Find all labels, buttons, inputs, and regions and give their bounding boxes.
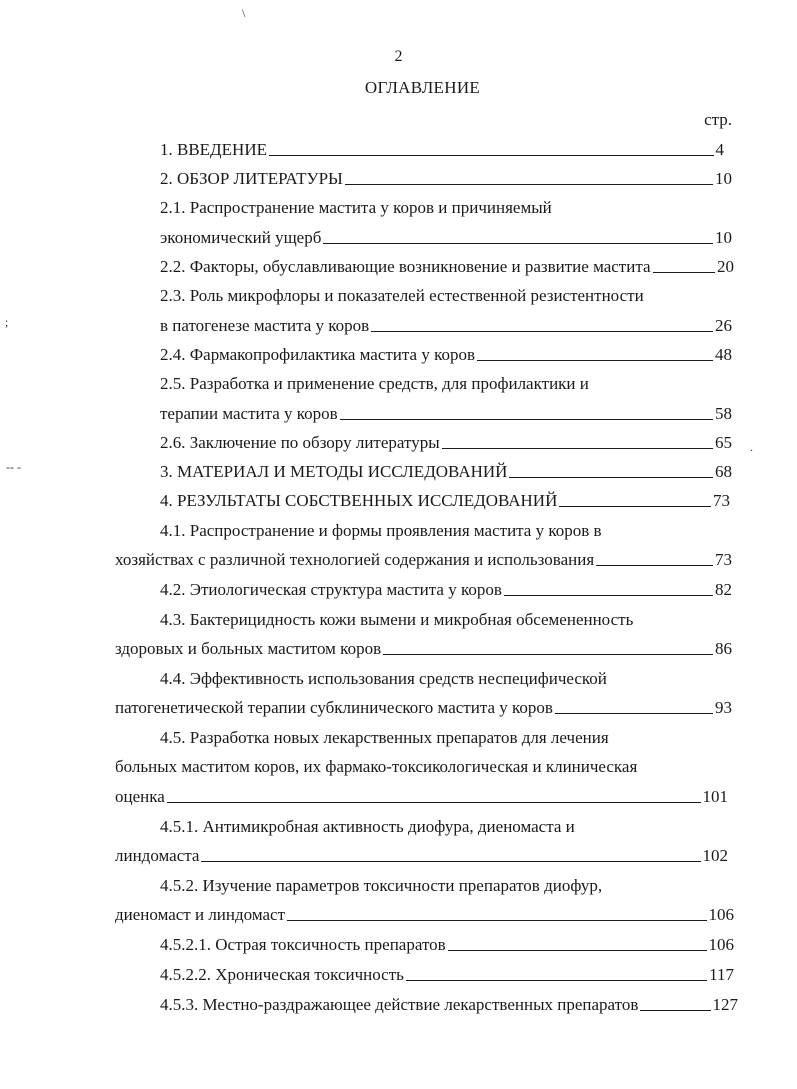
toc-entry[interactable] bbox=[160, 343, 732, 365]
toc-leader bbox=[383, 653, 713, 655]
toc-entry-page: 106 bbox=[708, 905, 734, 924]
scan-mark-left-b: -- - bbox=[6, 460, 21, 474]
scan-mark-right: . bbox=[750, 440, 753, 454]
toc-leader bbox=[477, 359, 713, 361]
scan-mark-left-a: ; bbox=[5, 315, 9, 329]
toc-entry[interactable] bbox=[115, 785, 728, 807]
toc-leader bbox=[448, 949, 707, 951]
toc-leader bbox=[504, 594, 713, 596]
toc-entry-page: 20 bbox=[717, 257, 734, 276]
toc-entry-page: 26 bbox=[715, 316, 732, 335]
toc-entry[interactable] bbox=[160, 963, 734, 985]
toc-entry-text: патогенетической терапии субклинического мастита у коров bbox=[115, 698, 553, 717]
toc-entry-text-line: 2.3. Роль микрофлоры и показателей естественной резистентности bbox=[160, 286, 644, 305]
page-column-label: стр. bbox=[704, 110, 732, 129]
toc-entry-page: 10 bbox=[715, 169, 732, 188]
toc-entry-page: 93 bbox=[715, 698, 732, 717]
toc-entry-text: хозяйствах с различной технологией содержания и использования bbox=[115, 550, 595, 569]
toc-entry-text-line: 4.3. Бактерицидность кожи вымени и микробная обсемененность bbox=[160, 610, 634, 629]
toc-entry[interactable] bbox=[115, 548, 732, 570]
toc-entry-text-line: 4.5.2. Изучение параметров токсичности препаратов диофур, bbox=[160, 876, 603, 895]
toc-leader bbox=[345, 183, 713, 185]
toc-entry[interactable] bbox=[160, 138, 724, 160]
toc-entry[interactable] bbox=[160, 402, 732, 424]
toc-entry-text-line: 4.5. Разработка новых лекарственных препаратов для лечения bbox=[160, 728, 609, 747]
toc-leader bbox=[653, 271, 715, 273]
page-title: ОГЛАВЛЕНИЕ bbox=[364, 78, 481, 97]
toc-leader bbox=[323, 242, 713, 244]
toc-entry-page: 65 bbox=[715, 433, 732, 452]
toc-entry[interactable] bbox=[160, 255, 734, 277]
toc-entry[interactable] bbox=[115, 637, 732, 659]
toc-leader bbox=[406, 979, 707, 981]
toc-leader bbox=[287, 919, 707, 921]
toc-entry-text: 2. ОБЗОР ЛИТЕРАТУРЫ bbox=[160, 169, 343, 188]
toc-entry-text: терапии мастита у коров bbox=[160, 404, 338, 423]
toc-entry-page: 86 bbox=[715, 639, 732, 658]
toc-leader bbox=[559, 505, 711, 507]
toc-leader bbox=[167, 801, 701, 803]
toc-entry-text: 2.6. Заключение по обзору литературы bbox=[160, 433, 440, 452]
toc-entry[interactable] bbox=[160, 431, 732, 453]
toc-entry-text: диеномаст и линдомаст bbox=[115, 905, 285, 924]
toc-leader bbox=[596, 564, 713, 566]
toc-entry-page: 102 bbox=[702, 846, 728, 865]
toc-entry-text: линдомаста bbox=[115, 846, 200, 865]
toc-leader bbox=[340, 418, 713, 420]
toc-entry-page: 68 bbox=[715, 462, 732, 481]
toc-entry-text: 2.4. Фармакопрофилактика мастита у коров bbox=[160, 345, 476, 364]
toc-entry-text: здоровых и больных маститом коров bbox=[115, 639, 382, 658]
toc-leader bbox=[555, 712, 713, 714]
toc-entry-page: 127 bbox=[712, 995, 738, 1014]
toc-entry[interactable] bbox=[160, 933, 734, 955]
toc-leader bbox=[201, 860, 700, 862]
toc-entry[interactable] bbox=[115, 696, 732, 718]
toc-leader bbox=[640, 1009, 710, 1011]
toc-entry-page: 4 bbox=[715, 140, 724, 159]
toc-entry-text-line: 4.4. Эффективность использования средств неспецифической bbox=[160, 669, 607, 688]
toc-entry-text: 4.5.3. Местно-раздражающее действие лекарственных препаратов bbox=[160, 995, 639, 1014]
toc-entry-page: 101 bbox=[702, 787, 728, 806]
toc-entry-text: 4.5.2.2. Хроническая токсичность bbox=[160, 965, 404, 984]
toc-entry-page: 106 bbox=[708, 935, 734, 954]
toc-entry-text: 4.2. Этиологическая структура мастита у коров bbox=[160, 580, 502, 599]
toc-entry-text: в патогенезе мастита у коров bbox=[160, 316, 370, 335]
toc-entry-page: 117 bbox=[709, 965, 734, 984]
toc-entry-text: 2.2. Факторы, обуславливающие возникновение и развитие мастита bbox=[160, 257, 651, 276]
page-number: 2 bbox=[394, 48, 403, 65]
toc-entry-text-line: 4.1. Распространение и формы проявления мастита у коров в bbox=[160, 521, 602, 540]
toc-entry[interactable] bbox=[160, 460, 732, 482]
toc-entry-page: 58 bbox=[715, 404, 732, 423]
scan-mark-top: \ bbox=[242, 6, 246, 20]
toc-entry-text: оценка bbox=[115, 787, 165, 806]
toc-entry[interactable] bbox=[160, 578, 732, 600]
toc-entry[interactable] bbox=[115, 903, 734, 925]
toc-entry-text: 3. МАТЕРИАЛ И МЕТОДЫ ИССЛЕДОВАНИЙ bbox=[160, 462, 508, 481]
toc-entry[interactable] bbox=[115, 844, 728, 866]
toc-entry-page: 73 bbox=[715, 550, 732, 569]
toc-entry[interactable] bbox=[160, 167, 732, 189]
toc-entry[interactable] bbox=[160, 314, 732, 336]
toc-entry-page: 48 bbox=[715, 345, 732, 364]
toc-entry-text: экономический ущерб bbox=[160, 228, 322, 247]
toc-leader bbox=[371, 330, 713, 332]
toc-entry-page: 10 bbox=[715, 228, 732, 247]
toc-entry-text: 4. РЕЗУЛЬТАТЫ СОБСТВЕННЫХ ИССЛЕДОВАНИЙ bbox=[160, 491, 558, 510]
toc-leader bbox=[442, 447, 713, 449]
toc-entry[interactable] bbox=[160, 226, 732, 248]
toc-entry[interactable] bbox=[160, 993, 738, 1015]
toc-entry-text: 4.5.2.1. Острая токсичность препаратов bbox=[160, 935, 446, 954]
toc-leader bbox=[509, 476, 713, 478]
toc-entry-text-line: 2.5. Разработка и применение средств, для профилактики и bbox=[160, 374, 589, 393]
toc-entry-text-line: больных маститом коров, их фармако-токсикологическая и клиническая bbox=[115, 757, 638, 776]
toc-leader bbox=[269, 154, 714, 156]
toc-entry-page: 73 bbox=[713, 491, 730, 510]
toc-entry-text: 1. ВВЕДЕНИЕ bbox=[160, 140, 267, 159]
toc-entry-page: 82 bbox=[715, 580, 732, 599]
toc-entry-text-line: 4.5.1. Антимикробная активность диофура, диеномаста и bbox=[160, 817, 575, 836]
toc-entry-text-line: 2.1. Распространение мастита у коров и причиняемый bbox=[160, 198, 552, 217]
toc-entry[interactable] bbox=[160, 489, 730, 511]
